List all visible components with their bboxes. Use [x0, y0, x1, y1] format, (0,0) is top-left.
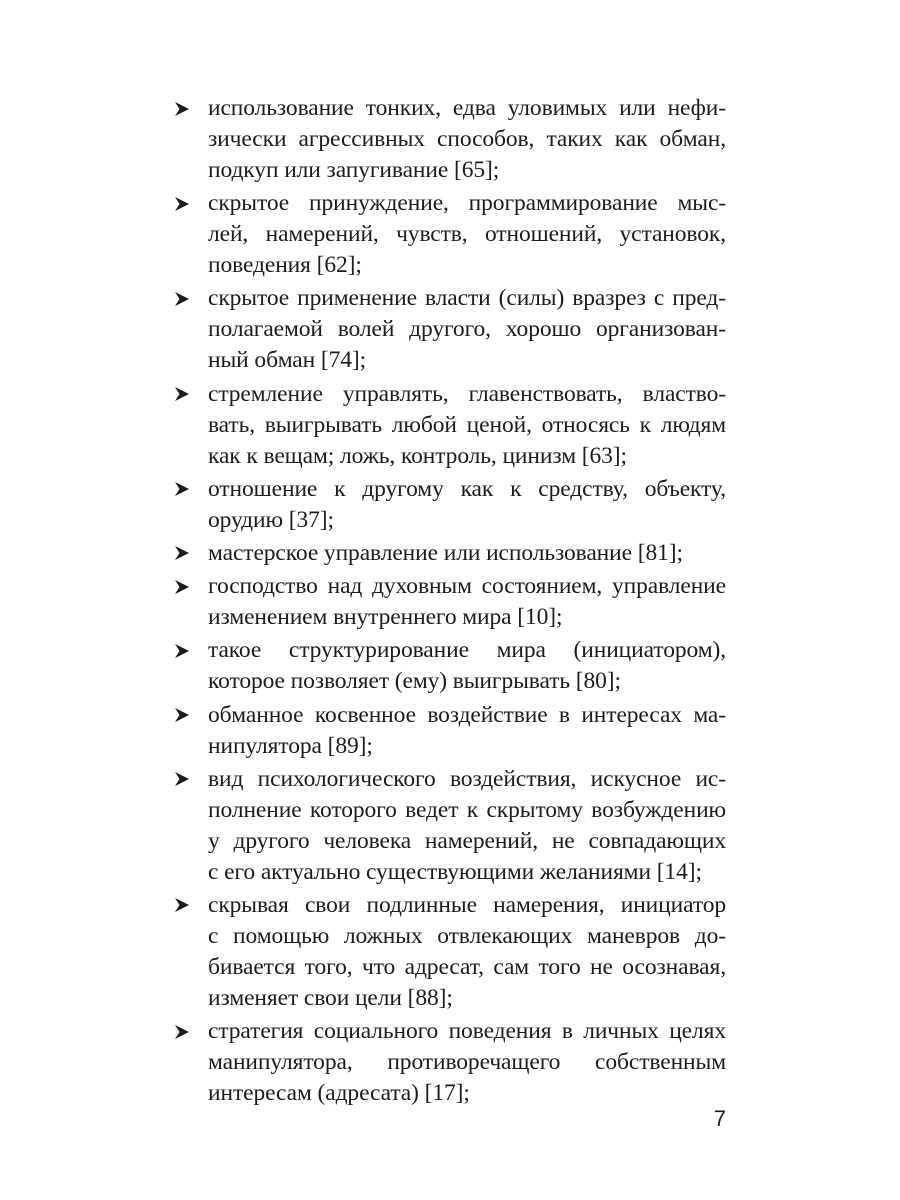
list-item — [174, 538, 726, 569]
list-item — [174, 283, 726, 376]
list-item — [174, 379, 726, 472]
list-item-text-line: зически агрессивных способов, таких как обман, — [208, 126, 726, 152]
list-item-text-line: бивается того, что адресат, сам того не осознавая, — [208, 953, 726, 980]
arrowhead-bullet-icon — [174, 188, 208, 219]
list-item-text-line: как к вещам; ложь, контроль, цинизм [63]; — [208, 442, 627, 469]
list-item-text-line: ный обман [74]; — [208, 347, 367, 374]
list-item-text-line: интересам (адресата) [17]; — [208, 1080, 470, 1107]
list-item-text-line: стратегия социального поведения в личных целях — [208, 1018, 726, 1045]
list-item — [174, 1016, 726, 1109]
list-item — [174, 635, 726, 697]
list-item-text-line: скрытое принуждение, программирование мыс- — [208, 190, 726, 217]
list-item — [174, 93, 726, 186]
list-item — [174, 764, 726, 888]
arrowhead-bullet-icon — [174, 538, 208, 569]
list-item-text-line: лей, намерений, чувств, отношений, установок, — [208, 221, 726, 248]
list-item — [174, 571, 726, 633]
list-item-text-line: вид психологического воздействия, искусное ис- — [208, 765, 726, 792]
arrowhead-bullet-icon — [174, 635, 208, 666]
list-item-text-line: господство над духовным состоянием, управление — [208, 573, 726, 600]
arrowhead-bullet-icon — [174, 474, 208, 505]
list-item-text-line: скрытое применение власти (силы) вразрез с пред- — [208, 285, 726, 312]
list-item-text-line: у другого человека намерений, не совпадающих — [208, 827, 726, 854]
arrowhead-bullet-icon — [174, 571, 208, 602]
arrowhead-bullet-icon — [174, 93, 208, 124]
list-item-text-line: изменением внутреннего мира [10]; — [208, 604, 563, 631]
list-item-text-line: обманное косвенное воздействие в интересах ма- — [208, 701, 726, 728]
list-item-text-line: подкуп или запугивание [65]; — [208, 157, 500, 183]
list-item-text-line: изменяет свои цели [88]; — [208, 984, 453, 1011]
list-item-text-line: полагаемой волей другого, хорошо организован- — [208, 316, 726, 343]
list-item-text-line: вать, выигрывать любой ценой, относясь к людям — [208, 411, 726, 438]
arrowhead-bullet-icon — [174, 890, 208, 921]
list-item-text-line: использование тонких, едва уловимых или нефи- — [208, 95, 726, 121]
arrowhead-bullet-icon — [174, 1016, 208, 1047]
list-item-text-line: скрывая свои подлинные намерения, инициатор — [208, 891, 726, 918]
list-item-text-line: стремление управлять, главенствовать, властво- — [208, 380, 726, 407]
list-item-text-line: которое позволяет (ему) выигрывать [80]; — [208, 668, 621, 695]
list-item-text-line: манипулятора, противоречащего собственным — [208, 1049, 726, 1076]
list-item-text-line: с его актуально существующими желаниями [14]; — [208, 858, 702, 885]
list-item-text-line: орудию [37]; — [208, 506, 334, 533]
definition-list — [174, 93, 726, 1111]
list-item-text-line: такое структурирование мира (инициатором), — [208, 637, 726, 664]
list-item-text-line: отношение к другому как к средству, объекту, — [208, 475, 726, 502]
arrowhead-bullet-icon — [174, 700, 208, 731]
list-item-text-line: поведения [62]; — [208, 252, 362, 279]
list-item — [174, 890, 726, 1014]
arrowhead-bullet-icon — [174, 764, 208, 795]
page-number: 7 — [713, 1106, 726, 1131]
list-item — [174, 188, 726, 281]
list-item-text-line: с помощью ложных отвлекающих маневров до- — [208, 922, 726, 949]
arrowhead-bullet-icon — [174, 283, 208, 314]
list-item-text-line: мастерское управление или использование [81]; — [208, 539, 683, 566]
list-item — [174, 700, 726, 762]
arrowhead-bullet-icon — [174, 379, 208, 410]
list-item-text-line: нипулятора [89]; — [208, 732, 373, 759]
list-item-text-line: полнение которого ведет к скрытому возбуждению — [208, 796, 726, 823]
list-item — [174, 474, 726, 536]
